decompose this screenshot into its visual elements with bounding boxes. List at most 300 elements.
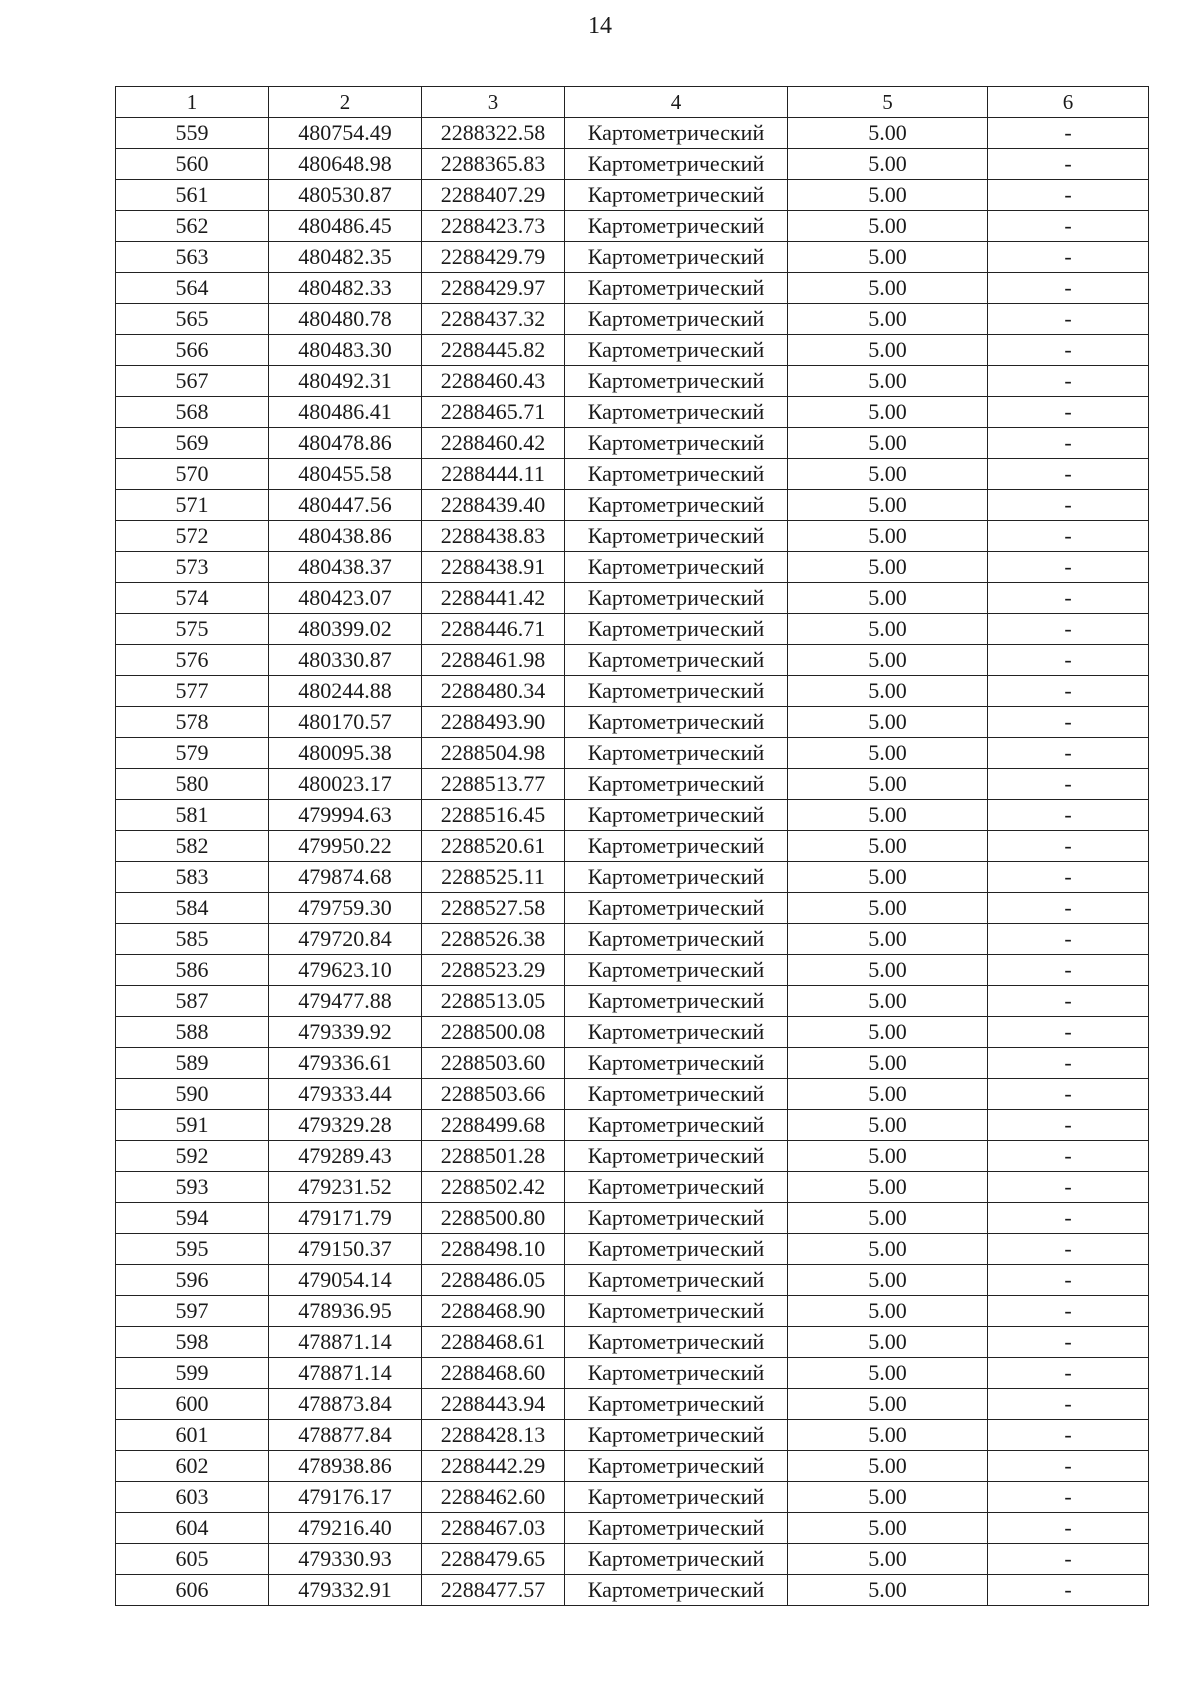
table-row (116, 1079, 1149, 1110)
x-coordinate-cell: 480438.37 (269, 552, 422, 583)
note-cell: - (988, 1172, 1149, 1203)
method-cell: Картометрический (565, 211, 788, 242)
accuracy-cell: 5.00 (788, 769, 988, 800)
method-cell: Картометрический (565, 924, 788, 955)
table-row (116, 1265, 1149, 1296)
accuracy-cell: 5.00 (788, 428, 988, 459)
coordinates-table (115, 86, 1149, 1606)
x-coordinate-cell: 480095.38 (269, 738, 422, 769)
y-coordinate-cell: 2288365.83 (422, 149, 565, 180)
y-coordinate-cell: 2288467.03 (422, 1513, 565, 1544)
y-coordinate-cell: 2288480.34 (422, 676, 565, 707)
table-row (116, 397, 1149, 428)
note-cell: - (988, 1327, 1149, 1358)
point-number-cell: 562 (116, 211, 269, 242)
table-row (116, 490, 1149, 521)
table-row (116, 1203, 1149, 1234)
accuracy-cell: 5.00 (788, 1420, 988, 1451)
note-cell: - (988, 1141, 1149, 1172)
point-number-cell: 604 (116, 1513, 269, 1544)
accuracy-cell: 5.00 (788, 893, 988, 924)
table-row (116, 1451, 1149, 1482)
note-cell: - (988, 1017, 1149, 1048)
point-number-cell: 588 (116, 1017, 269, 1048)
table-row (116, 862, 1149, 893)
accuracy-cell: 5.00 (788, 1234, 988, 1265)
method-cell: Картометрический (565, 1389, 788, 1420)
point-number-cell: 591 (116, 1110, 269, 1141)
y-coordinate-cell: 2288407.29 (422, 180, 565, 211)
x-coordinate-cell: 479330.93 (269, 1544, 422, 1575)
accuracy-cell: 5.00 (788, 1265, 988, 1296)
method-cell: Картометрический (565, 459, 788, 490)
accuracy-cell: 5.00 (788, 242, 988, 273)
x-coordinate-cell: 480455.58 (269, 459, 422, 490)
accuracy-cell: 5.00 (788, 1203, 988, 1234)
point-number-cell: 559 (116, 118, 269, 149)
table-row (116, 831, 1149, 862)
accuracy-cell: 5.00 (788, 1048, 988, 1079)
note-cell: - (988, 955, 1149, 986)
y-coordinate-cell: 2288504.98 (422, 738, 565, 769)
y-coordinate-cell: 2288461.98 (422, 645, 565, 676)
method-cell: Картометрический (565, 1048, 788, 1079)
table-row (116, 676, 1149, 707)
table-row (116, 428, 1149, 459)
note-cell: - (988, 521, 1149, 552)
x-coordinate-cell: 479171.79 (269, 1203, 422, 1234)
accuracy-cell: 5.00 (788, 211, 988, 242)
page-number: 14 (588, 13, 612, 39)
method-cell: Картометрический (565, 862, 788, 893)
method-cell: Картометрический (565, 1482, 788, 1513)
note-cell: - (988, 180, 1149, 211)
y-coordinate-cell: 2288445.82 (422, 335, 565, 366)
method-cell: Картометрический (565, 180, 788, 211)
note-cell: - (988, 583, 1149, 614)
x-coordinate-cell: 479231.52 (269, 1172, 422, 1203)
accuracy-cell: 5.00 (788, 397, 988, 428)
x-coordinate-cell: 478871.14 (269, 1327, 422, 1358)
x-coordinate-cell: 478873.84 (269, 1389, 422, 1420)
note-cell: - (988, 366, 1149, 397)
point-number-cell: 564 (116, 273, 269, 304)
method-cell: Картометрический (565, 118, 788, 149)
y-coordinate-cell: 2288429.97 (422, 273, 565, 304)
method-cell: Картометрический (565, 614, 788, 645)
accuracy-cell: 5.00 (788, 583, 988, 614)
note-cell: - (988, 397, 1149, 428)
accuracy-cell: 5.00 (788, 1327, 988, 1358)
point-number-cell: 581 (116, 800, 269, 831)
note-cell: - (988, 1110, 1149, 1141)
table-header-row (116, 87, 1149, 118)
y-coordinate-cell: 2288525.11 (422, 862, 565, 893)
method-cell: Картометрический (565, 242, 788, 273)
column-header-5: 5 (788, 87, 988, 118)
accuracy-cell: 5.00 (788, 862, 988, 893)
point-number-cell: 567 (116, 366, 269, 397)
table-row (116, 1296, 1149, 1327)
point-number-cell: 605 (116, 1544, 269, 1575)
y-coordinate-cell: 2288444.11 (422, 459, 565, 490)
x-coordinate-cell: 480244.88 (269, 676, 422, 707)
table-row (116, 1575, 1149, 1606)
method-cell: Картометрический (565, 149, 788, 180)
table-row (116, 1358, 1149, 1389)
column-header-1: 1 (116, 87, 269, 118)
accuracy-cell: 5.00 (788, 831, 988, 862)
method-cell: Картометрический (565, 1575, 788, 1606)
accuracy-cell: 5.00 (788, 955, 988, 986)
point-number-cell: 563 (116, 242, 269, 273)
column-header-2: 2 (269, 87, 422, 118)
accuracy-cell: 5.00 (788, 1482, 988, 1513)
point-number-cell: 597 (116, 1296, 269, 1327)
x-coordinate-cell: 480447.56 (269, 490, 422, 521)
y-coordinate-cell: 2288503.60 (422, 1048, 565, 1079)
x-coordinate-cell: 480482.35 (269, 242, 422, 273)
x-coordinate-cell: 480754.49 (269, 118, 422, 149)
method-cell: Картометрический (565, 676, 788, 707)
method-cell: Картометрический (565, 490, 788, 521)
y-coordinate-cell: 2288428.13 (422, 1420, 565, 1451)
table-row (116, 304, 1149, 335)
table-row (116, 552, 1149, 583)
point-number-cell: 569 (116, 428, 269, 459)
table-row (116, 769, 1149, 800)
accuracy-cell: 5.00 (788, 335, 988, 366)
table-row (116, 1017, 1149, 1048)
y-coordinate-cell: 2288441.42 (422, 583, 565, 614)
method-cell: Картометрический (565, 738, 788, 769)
accuracy-cell: 5.00 (788, 1079, 988, 1110)
method-cell: Картометрический (565, 304, 788, 335)
note-cell: - (988, 924, 1149, 955)
x-coordinate-cell: 480483.30 (269, 335, 422, 366)
y-coordinate-cell: 2288520.61 (422, 831, 565, 862)
x-coordinate-cell: 480399.02 (269, 614, 422, 645)
method-cell: Картометрический (565, 1265, 788, 1296)
y-coordinate-cell: 2288503.66 (422, 1079, 565, 1110)
table-row (116, 645, 1149, 676)
method-cell: Картометрический (565, 1079, 788, 1110)
note-cell: - (988, 800, 1149, 831)
note-cell: - (988, 645, 1149, 676)
y-coordinate-cell: 2288523.29 (422, 955, 565, 986)
method-cell: Картометрический (565, 1544, 788, 1575)
note-cell: - (988, 986, 1149, 1017)
x-coordinate-cell: 479623.10 (269, 955, 422, 986)
accuracy-cell: 5.00 (788, 304, 988, 335)
accuracy-cell: 5.00 (788, 149, 988, 180)
note-cell: - (988, 707, 1149, 738)
table-row (116, 893, 1149, 924)
point-number-cell: 580 (116, 769, 269, 800)
note-cell: - (988, 118, 1149, 149)
accuracy-cell: 5.00 (788, 645, 988, 676)
accuracy-cell: 5.00 (788, 1110, 988, 1141)
x-coordinate-cell: 478938.86 (269, 1451, 422, 1482)
note-cell: - (988, 149, 1149, 180)
x-coordinate-cell: 480530.87 (269, 180, 422, 211)
point-number-cell: 568 (116, 397, 269, 428)
x-coordinate-cell: 479333.44 (269, 1079, 422, 1110)
point-number-cell: 560 (116, 149, 269, 180)
note-cell: - (988, 862, 1149, 893)
table-row (116, 1048, 1149, 1079)
point-number-cell: 582 (116, 831, 269, 862)
point-number-cell: 565 (116, 304, 269, 335)
accuracy-cell: 5.00 (788, 366, 988, 397)
accuracy-cell: 5.00 (788, 1389, 988, 1420)
method-cell: Картометрический (565, 986, 788, 1017)
x-coordinate-cell: 479759.30 (269, 893, 422, 924)
note-cell: - (988, 552, 1149, 583)
method-cell: Картометрический (565, 1327, 788, 1358)
note-cell: - (988, 676, 1149, 707)
point-number-cell: 574 (116, 583, 269, 614)
accuracy-cell: 5.00 (788, 1296, 988, 1327)
x-coordinate-cell: 478936.95 (269, 1296, 422, 1327)
accuracy-cell: 5.00 (788, 924, 988, 955)
y-coordinate-cell: 2288468.90 (422, 1296, 565, 1327)
method-cell: Картометрический (565, 1420, 788, 1451)
table-row (116, 583, 1149, 614)
note-cell: - (988, 1544, 1149, 1575)
y-coordinate-cell: 2288460.42 (422, 428, 565, 459)
table-row (116, 273, 1149, 304)
note-cell: - (988, 1234, 1149, 1265)
x-coordinate-cell: 479336.61 (269, 1048, 422, 1079)
accuracy-cell: 5.00 (788, 738, 988, 769)
note-cell: - (988, 831, 1149, 862)
x-coordinate-cell: 480648.98 (269, 149, 422, 180)
method-cell: Картометрический (565, 1203, 788, 1234)
method-cell: Картометрический (565, 769, 788, 800)
x-coordinate-cell: 479216.40 (269, 1513, 422, 1544)
method-cell: Картометрический (565, 397, 788, 428)
point-number-cell: 587 (116, 986, 269, 1017)
y-coordinate-cell: 2288501.28 (422, 1141, 565, 1172)
point-number-cell: 566 (116, 335, 269, 366)
y-coordinate-cell: 2288527.58 (422, 893, 565, 924)
table-row (116, 707, 1149, 738)
y-coordinate-cell: 2288502.42 (422, 1172, 565, 1203)
table-row (116, 986, 1149, 1017)
table-row (116, 800, 1149, 831)
note-cell: - (988, 273, 1149, 304)
note-cell: - (988, 738, 1149, 769)
note-cell: - (988, 1575, 1149, 1606)
note-cell: - (988, 428, 1149, 459)
table-row (116, 1141, 1149, 1172)
point-number-cell: 583 (116, 862, 269, 893)
table-row (116, 924, 1149, 955)
note-cell: - (988, 1079, 1149, 1110)
note-cell: - (988, 459, 1149, 490)
table-row (116, 1513, 1149, 1544)
x-coordinate-cell: 480023.17 (269, 769, 422, 800)
accuracy-cell: 5.00 (788, 1017, 988, 1048)
y-coordinate-cell: 2288468.61 (422, 1327, 565, 1358)
method-cell: Картометрический (565, 645, 788, 676)
y-coordinate-cell: 2288465.71 (422, 397, 565, 428)
x-coordinate-cell: 479176.17 (269, 1482, 422, 1513)
x-coordinate-cell: 480330.87 (269, 645, 422, 676)
point-number-cell: 561 (116, 180, 269, 211)
method-cell: Картометрический (565, 800, 788, 831)
method-cell: Картометрический (565, 366, 788, 397)
x-coordinate-cell: 480480.78 (269, 304, 422, 335)
y-coordinate-cell: 2288462.60 (422, 1482, 565, 1513)
y-coordinate-cell: 2288493.90 (422, 707, 565, 738)
note-cell: - (988, 1048, 1149, 1079)
point-number-cell: 593 (116, 1172, 269, 1203)
x-coordinate-cell: 479874.68 (269, 862, 422, 893)
note-cell: - (988, 1203, 1149, 1234)
table-row (116, 459, 1149, 490)
accuracy-cell: 5.00 (788, 118, 988, 149)
accuracy-cell: 5.00 (788, 1358, 988, 1389)
method-cell: Картометрический (565, 1513, 788, 1544)
method-cell: Картометрический (565, 893, 788, 924)
note-cell: - (988, 242, 1149, 273)
x-coordinate-cell: 480482.33 (269, 273, 422, 304)
y-coordinate-cell: 2288526.38 (422, 924, 565, 955)
accuracy-cell: 5.00 (788, 459, 988, 490)
x-coordinate-cell: 480486.41 (269, 397, 422, 428)
note-cell: - (988, 1420, 1149, 1451)
note-cell: - (988, 1265, 1149, 1296)
point-number-cell: 606 (116, 1575, 269, 1606)
method-cell: Картометрический (565, 552, 788, 583)
point-number-cell: 594 (116, 1203, 269, 1234)
x-coordinate-cell: 479950.22 (269, 831, 422, 862)
x-coordinate-cell: 479054.14 (269, 1265, 422, 1296)
x-coordinate-cell: 479339.92 (269, 1017, 422, 1048)
method-cell: Картометрический (565, 1017, 788, 1048)
point-number-cell: 598 (116, 1327, 269, 1358)
table-row (116, 1172, 1149, 1203)
point-number-cell: 599 (116, 1358, 269, 1389)
point-number-cell: 585 (116, 924, 269, 955)
point-number-cell: 595 (116, 1234, 269, 1265)
note-cell: - (988, 614, 1149, 645)
note-cell: - (988, 211, 1149, 242)
x-coordinate-cell: 479150.37 (269, 1234, 422, 1265)
method-cell: Картометрический (565, 428, 788, 459)
table-row (116, 366, 1149, 397)
table-row (116, 242, 1149, 273)
y-coordinate-cell: 2288460.43 (422, 366, 565, 397)
method-cell: Картометрический (565, 1172, 788, 1203)
note-cell: - (988, 1358, 1149, 1389)
note-cell: - (988, 304, 1149, 335)
method-cell: Картометрический (565, 1358, 788, 1389)
point-number-cell: 571 (116, 490, 269, 521)
note-cell: - (988, 1296, 1149, 1327)
accuracy-cell: 5.00 (788, 552, 988, 583)
point-number-cell: 575 (116, 614, 269, 645)
table-row (116, 335, 1149, 366)
x-coordinate-cell: 478871.14 (269, 1358, 422, 1389)
y-coordinate-cell: 2288516.45 (422, 800, 565, 831)
x-coordinate-cell: 479477.88 (269, 986, 422, 1017)
method-cell: Картометрический (565, 273, 788, 304)
y-coordinate-cell: 2288446.71 (422, 614, 565, 645)
x-coordinate-cell: 480438.86 (269, 521, 422, 552)
table-row (116, 211, 1149, 242)
y-coordinate-cell: 2288477.57 (422, 1575, 565, 1606)
point-number-cell: 570 (116, 459, 269, 490)
y-coordinate-cell: 2288443.94 (422, 1389, 565, 1420)
table-row (116, 1110, 1149, 1141)
note-cell: - (988, 769, 1149, 800)
method-cell: Картометрический (565, 1110, 788, 1141)
column-header-3: 3 (422, 87, 565, 118)
point-number-cell: 600 (116, 1389, 269, 1420)
accuracy-cell: 5.00 (788, 273, 988, 304)
table-row (116, 1389, 1149, 1420)
column-header-4: 4 (565, 87, 788, 118)
x-coordinate-cell: 480423.07 (269, 583, 422, 614)
point-number-cell: 602 (116, 1451, 269, 1482)
x-coordinate-cell: 479332.91 (269, 1575, 422, 1606)
point-number-cell: 572 (116, 521, 269, 552)
accuracy-cell: 5.00 (788, 180, 988, 211)
x-coordinate-cell: 479720.84 (269, 924, 422, 955)
point-number-cell: 589 (116, 1048, 269, 1079)
point-number-cell: 603 (116, 1482, 269, 1513)
y-coordinate-cell: 2288468.60 (422, 1358, 565, 1389)
x-coordinate-cell: 480478.86 (269, 428, 422, 459)
y-coordinate-cell: 2288498.10 (422, 1234, 565, 1265)
point-number-cell: 592 (116, 1141, 269, 1172)
note-cell: - (988, 1389, 1149, 1420)
accuracy-cell: 5.00 (788, 1172, 988, 1203)
method-cell: Картометрический (565, 583, 788, 614)
y-coordinate-cell: 2288500.08 (422, 1017, 565, 1048)
note-cell: - (988, 1513, 1149, 1544)
y-coordinate-cell: 2288429.79 (422, 242, 565, 273)
accuracy-cell: 5.00 (788, 1141, 988, 1172)
y-coordinate-cell: 2288438.91 (422, 552, 565, 583)
table-row (116, 521, 1149, 552)
method-cell: Картометрический (565, 1141, 788, 1172)
table-row (116, 614, 1149, 645)
method-cell: Картометрический (565, 831, 788, 862)
x-coordinate-cell: 479329.28 (269, 1110, 422, 1141)
x-coordinate-cell: 479289.43 (269, 1141, 422, 1172)
note-cell: - (988, 335, 1149, 366)
table-row (116, 1544, 1149, 1575)
y-coordinate-cell: 2288437.32 (422, 304, 565, 335)
method-cell: Картометрический (565, 521, 788, 552)
accuracy-cell: 5.00 (788, 707, 988, 738)
method-cell: Картометрический (565, 707, 788, 738)
note-cell: - (988, 1451, 1149, 1482)
method-cell: Картометрический (565, 1451, 788, 1482)
table-row (116, 955, 1149, 986)
accuracy-cell: 5.00 (788, 676, 988, 707)
table-row (116, 149, 1149, 180)
table-body (116, 118, 1149, 1606)
accuracy-cell: 5.00 (788, 1544, 988, 1575)
note-cell: - (988, 490, 1149, 521)
method-cell: Картометрический (565, 1296, 788, 1327)
x-coordinate-cell: 480492.31 (269, 366, 422, 397)
